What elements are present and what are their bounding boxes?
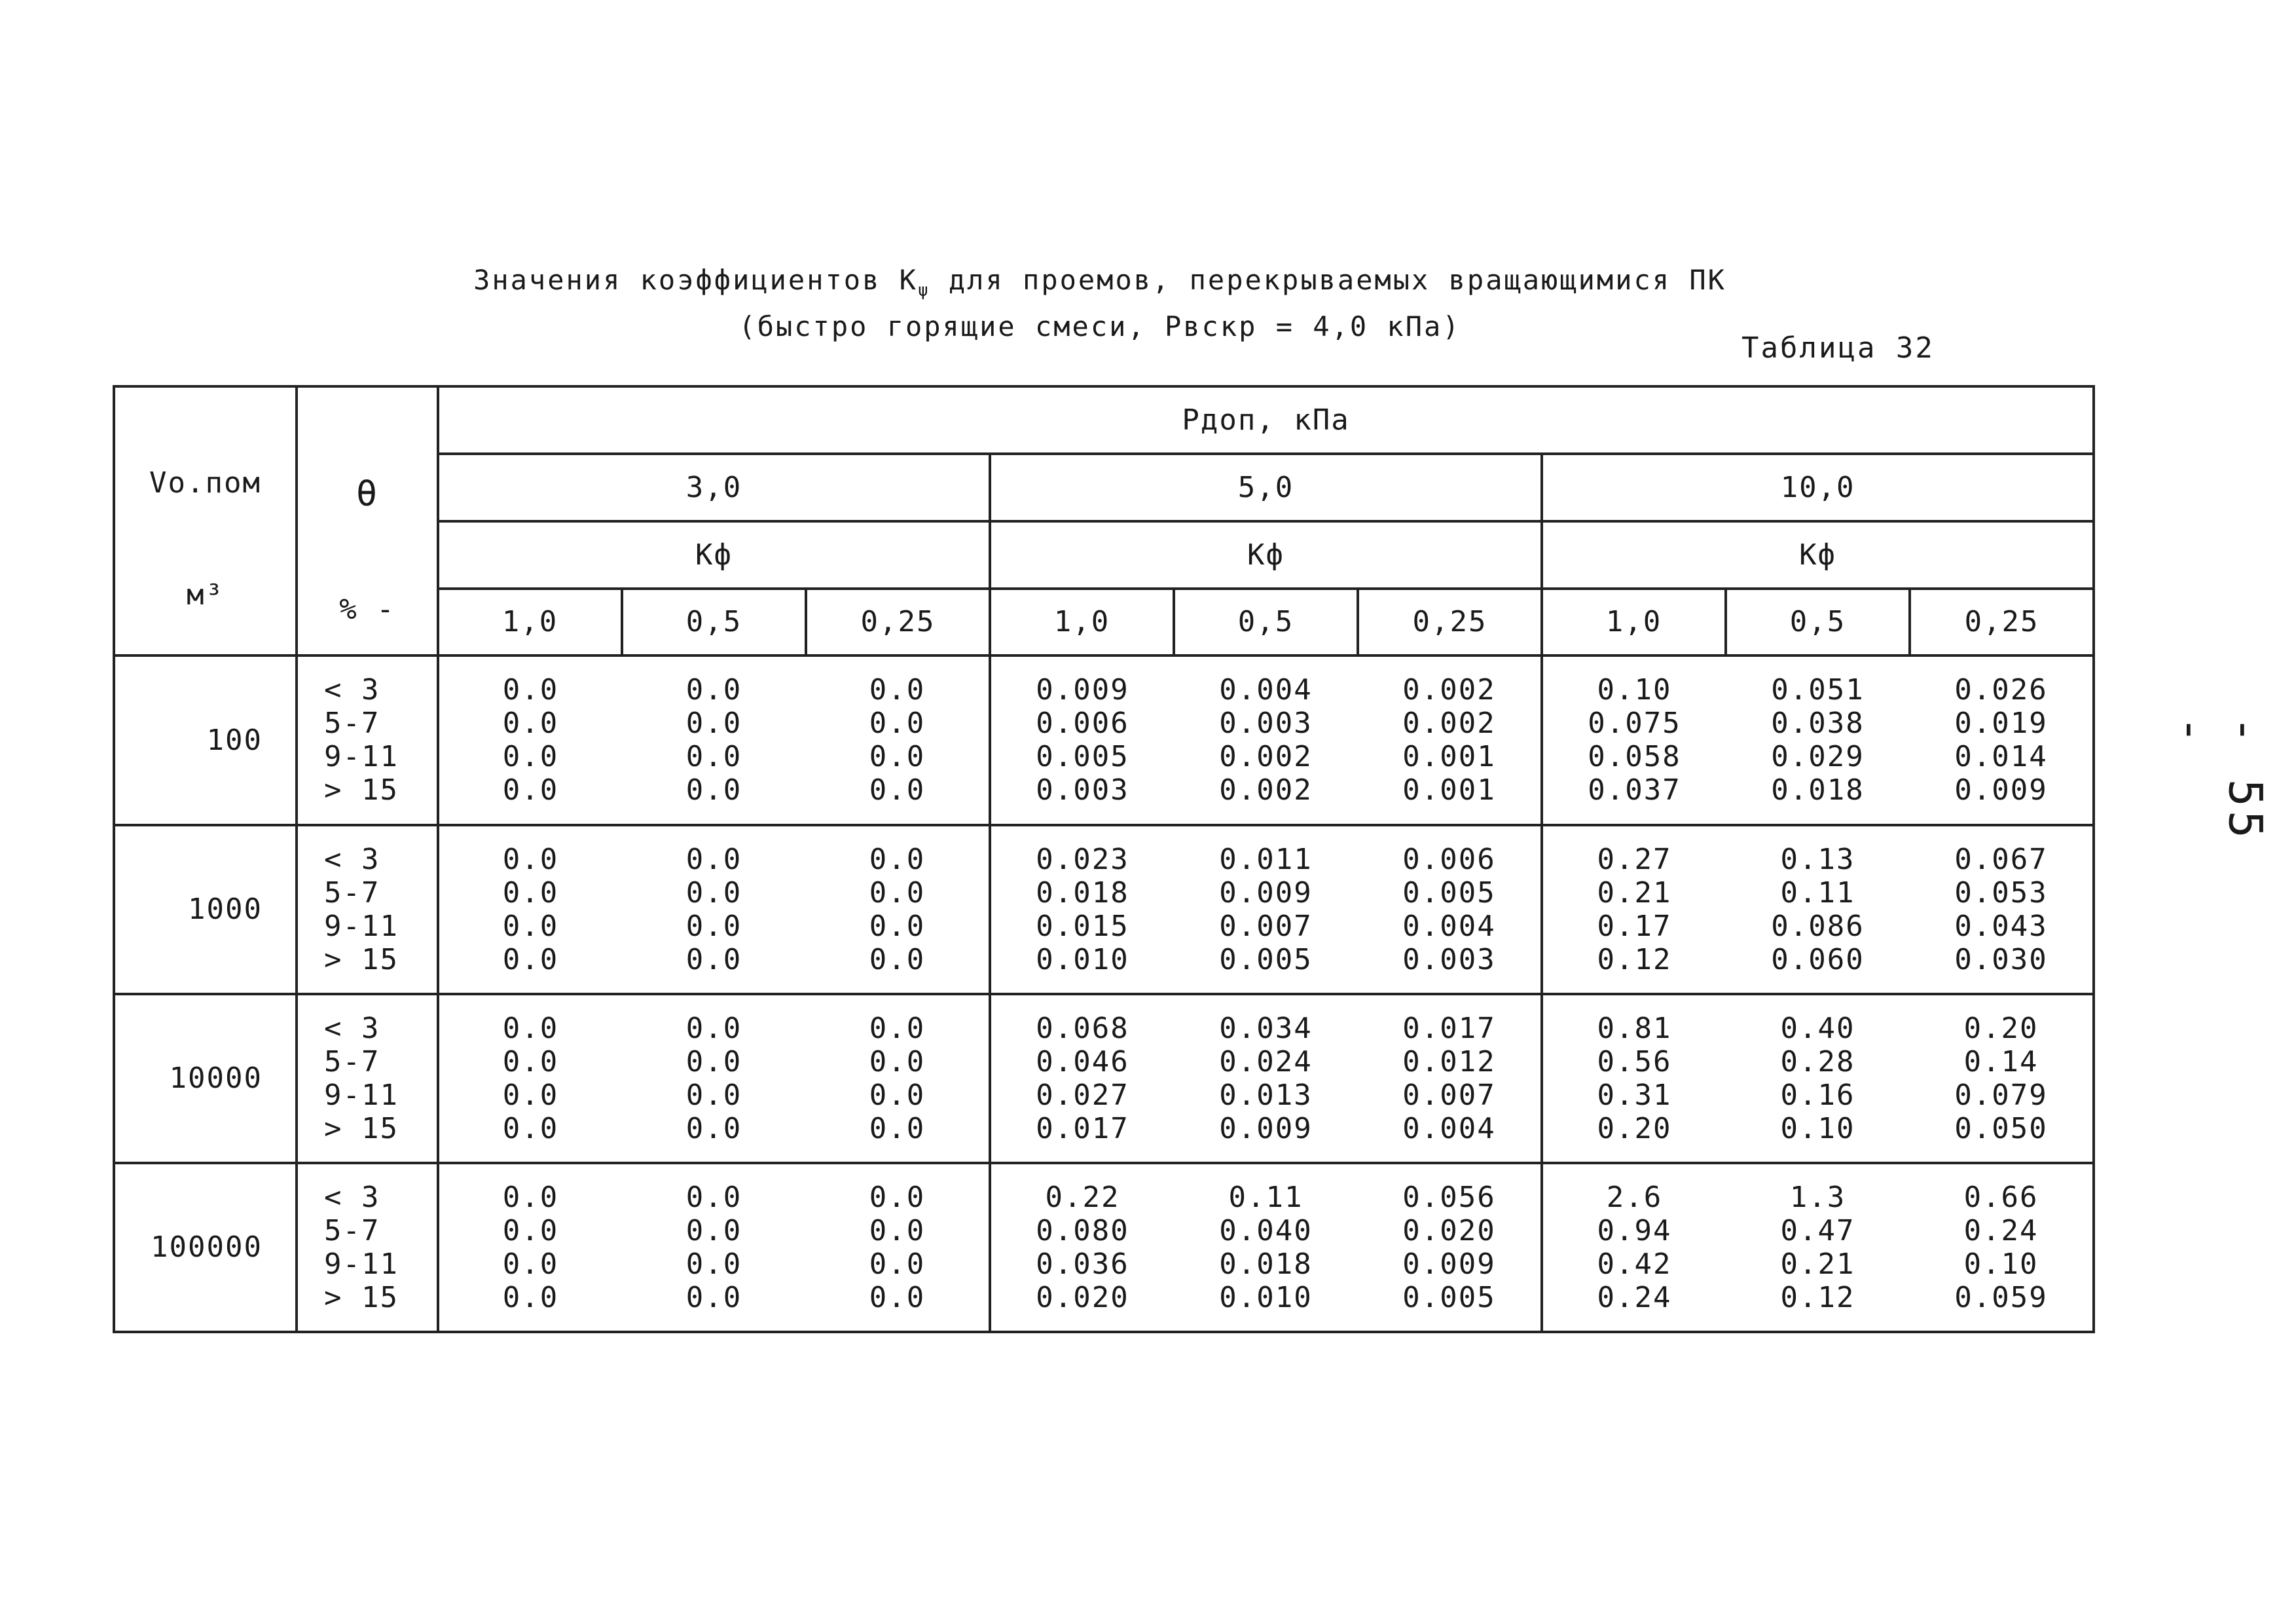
theta-value: 9-11	[324, 1247, 399, 1281]
coefficient-value: 0.0	[685, 942, 742, 976]
header-kval: 1,0	[1542, 589, 1726, 656]
value-cell	[438, 825, 622, 994]
coefficient-value: 0.12	[1597, 942, 1672, 976]
coefficient-value: 0.079	[1954, 1078, 2048, 1112]
coefficient-value: 0.0	[685, 773, 742, 807]
coefficients-table	[113, 385, 2095, 1333]
coefficient-value: 0.0	[685, 876, 742, 910]
coefficient-value: 0.004	[1402, 1111, 1496, 1145]
value-cell	[1358, 655, 1542, 824]
coefficient-value: 0.94	[1597, 1213, 1672, 1247]
theta-value: 9-11	[324, 1078, 399, 1112]
volume-label: Vo.пом	[149, 466, 261, 500]
coefficient-value: 0.051	[1771, 673, 1865, 707]
coefficient-value: 0.0	[502, 1011, 559, 1045]
coefficient-value: 0.043	[1954, 909, 2048, 943]
coefficient-value: 0.0	[502, 876, 559, 910]
coefficient-value: 0.027	[1036, 1078, 1129, 1112]
coefficient-value: 0.011	[1219, 842, 1313, 876]
coefficient-value: 0.0	[502, 773, 559, 807]
coefficient-value: 0.053	[1954, 876, 2048, 910]
title-line-2: (быстро горящие смеси, Pвскр = 4,0 кПа)	[738, 310, 1461, 343]
coefficient-value: 0.0	[869, 740, 926, 774]
coefficient-value: 0.0	[685, 1011, 742, 1045]
theta-cell	[297, 825, 438, 994]
value-cell	[1910, 655, 2094, 824]
value-cell	[1358, 825, 1542, 994]
coefficient-value: 0.017	[1036, 1111, 1129, 1145]
theta-value: 9-11	[324, 909, 399, 943]
value-cell	[622, 825, 806, 994]
coefficient-value: 0.075	[1588, 707, 1681, 741]
coefficient-value: 0.009	[1036, 673, 1129, 707]
theta-value: > 15	[324, 942, 399, 976]
value-cell	[990, 825, 1174, 994]
coefficient-value: 0.019	[1954, 707, 2048, 741]
theta-value: < 3	[324, 1011, 380, 1045]
coefficient-value: 0.037	[1588, 773, 1681, 807]
value-cell	[806, 655, 990, 824]
theta-value: > 15	[324, 1280, 399, 1314]
coefficient-value: 0.005	[1402, 876, 1496, 910]
theta-value: < 3	[324, 1180, 380, 1214]
coefficient-value: 0.059	[1954, 1280, 2048, 1314]
coefficient-value: 0.0	[685, 1111, 742, 1145]
coefficient-value: 0.056	[1402, 1180, 1496, 1214]
coefficient-value: 0.31	[1597, 1078, 1672, 1112]
coefficient-value: 0.067	[1954, 842, 2048, 876]
value-cell	[1726, 994, 1910, 1163]
coefficient-value: 0.040	[1219, 1213, 1313, 1247]
coefficient-value: 0.034	[1219, 1011, 1313, 1045]
coefficient-value: 0.026	[1954, 673, 2048, 707]
coefficient-value: 0.0	[502, 740, 559, 774]
coefficient-value: 0.47	[1780, 1213, 1855, 1247]
coefficient-value: 0.10	[1780, 1111, 1855, 1145]
coefficient-value: 0.068	[1036, 1011, 1129, 1045]
coefficient-value: 0.018	[1771, 773, 1865, 807]
coefficient-value: 0.024	[1219, 1044, 1313, 1079]
coefficient-value: 0.046	[1036, 1044, 1129, 1079]
coefficient-value: 0.0	[869, 1280, 926, 1314]
value-cell	[990, 994, 1174, 1163]
page-number: - 55 -	[2164, 716, 2272, 843]
coefficient-value: 0.0	[869, 1111, 926, 1145]
table-row	[114, 994, 2094, 1163]
coefficient-value: 0.0	[685, 842, 742, 876]
coefficient-value: 0.0	[502, 1078, 559, 1112]
coefficient-value: 0.050	[1954, 1111, 2048, 1145]
value-cell	[806, 1163, 990, 1332]
coefficient-value: 0.015	[1036, 909, 1129, 943]
coefficient-value: 0.56	[1597, 1044, 1672, 1079]
coefficient-value: 0.002	[1219, 740, 1313, 774]
coefficient-value: 0.003	[1219, 707, 1313, 741]
coefficient-value: 0.0	[502, 673, 559, 707]
coefficient-value: 0.11	[1780, 876, 1855, 910]
coefficient-value: 0.058	[1588, 740, 1681, 774]
coefficient-value: 0.0	[685, 1078, 742, 1112]
value-cell	[438, 994, 622, 1163]
coefficient-value: 0.002	[1219, 773, 1313, 807]
coefficient-value: 0.0	[502, 707, 559, 741]
coefficient-value: 0.023	[1036, 842, 1129, 876]
coefficient-value: 0.10	[1597, 673, 1672, 707]
coefficient-value: 0.005	[1219, 942, 1313, 976]
coefficient-value: 0.0	[502, 942, 559, 976]
coefficient-value: 0.009	[1954, 773, 2048, 807]
header-pressure-1: 3,0	[438, 454, 990, 521]
theta-value: > 15	[324, 1111, 399, 1145]
coefficient-value: 0.010	[1036, 942, 1129, 976]
coefficient-value: 0.080	[1036, 1213, 1129, 1247]
theta-unit: % -	[339, 593, 395, 626]
header-kval: 0,5	[1174, 589, 1358, 656]
coefficient-value: 0.030	[1954, 942, 2048, 976]
coefficient-value: 0.17	[1597, 909, 1672, 943]
coefficient-value: 0.006	[1402, 842, 1496, 876]
coefficient-value: 0.66	[1963, 1180, 2039, 1214]
theta-cell	[297, 1163, 438, 1332]
coefficient-value: 0.22	[1045, 1180, 1120, 1214]
coefficient-value: 0.20	[1597, 1111, 1672, 1145]
value-cell	[438, 1163, 622, 1332]
coefficient-value: 0.060	[1771, 942, 1865, 976]
coefficient-value: 0.21	[1780, 1247, 1855, 1281]
coefficient-value: 0.81	[1597, 1011, 1672, 1045]
coefficient-value: 0.0	[685, 673, 742, 707]
coefficient-value: 0.24	[1963, 1213, 2039, 1247]
coefficient-value: 0.001	[1402, 740, 1496, 774]
value-cell	[1358, 1163, 1542, 1332]
coefficient-value: 0.11	[1228, 1180, 1303, 1214]
value-cell	[1542, 1163, 1726, 1332]
coefficient-value: 0.0	[685, 1247, 742, 1281]
value-cell	[1542, 825, 1726, 994]
coefficient-value: 0.007	[1402, 1078, 1496, 1112]
coefficient-value: 0.038	[1771, 707, 1865, 741]
header-kval: 1,0	[990, 589, 1174, 656]
coefficient-value: 0.0	[869, 1180, 926, 1214]
coefficient-value: 0.005	[1402, 1280, 1496, 1314]
header-k-1: Кф	[438, 521, 990, 589]
value-cell	[1542, 994, 1726, 1163]
coefficient-value: 0.003	[1402, 942, 1496, 976]
coefficient-value: 0.27	[1597, 842, 1672, 876]
title-line-1: Значения коэффициентов $K_\psi$ для проемов, перекрываемых вращающимися ПК	[473, 264, 1726, 301]
value-cell	[1726, 825, 1910, 994]
coefficient-value: 0.017	[1402, 1011, 1496, 1045]
coefficient-value: 0.12	[1780, 1280, 1855, 1314]
value-cell	[1174, 1163, 1358, 1332]
value-cell	[438, 655, 622, 824]
coefficient-value: 0.0	[685, 1180, 742, 1214]
coefficient-value: 0.14	[1963, 1044, 2039, 1079]
coefficient-value: 0.0	[502, 842, 559, 876]
value-cell	[1726, 1163, 1910, 1332]
coefficient-value: 0.004	[1402, 909, 1496, 943]
coefficient-value: 0.0	[502, 1280, 559, 1314]
theta-value: 5-7	[324, 1044, 380, 1079]
coefficient-value: 0.0	[685, 1280, 742, 1314]
coefficient-value: 0.009	[1219, 876, 1313, 910]
volume-cell: 10000	[114, 994, 297, 1163]
coefficient-value: 0.0	[502, 909, 559, 943]
coefficient-value: 0.13	[1780, 842, 1855, 876]
value-cell	[1174, 655, 1358, 824]
volume-cell: 100	[114, 655, 297, 824]
coefficient-value: 0.0	[869, 707, 926, 741]
value-cell	[1358, 994, 1542, 1163]
value-cell	[1910, 825, 2094, 994]
coefficient-value: 0.007	[1219, 909, 1313, 943]
coefficient-value: 0.005	[1036, 740, 1129, 774]
coefficient-value: 0.0	[869, 942, 926, 976]
coefficient-value: 0.0	[869, 1078, 926, 1112]
coefficient-value: 0.036	[1036, 1247, 1129, 1281]
theta-label: θ	[355, 473, 379, 514]
coefficient-value: 0.0	[869, 1213, 926, 1247]
value-cell	[806, 994, 990, 1163]
table-title	[399, 262, 1800, 345]
volume-cell: 1000	[114, 825, 297, 994]
value-cell	[1910, 1163, 2094, 1332]
value-cell	[1174, 825, 1358, 994]
value-cell	[622, 994, 806, 1163]
table-row	[114, 825, 2094, 994]
coefficient-value: 0.018	[1036, 876, 1129, 910]
coefficient-value: 0.0	[502, 1180, 559, 1214]
coefficient-value: 0.24	[1597, 1280, 1672, 1314]
coefficient-value: 0.010	[1219, 1280, 1313, 1314]
value-cell	[990, 655, 1174, 824]
header-pdop: Рдоп, кПа	[438, 386, 2094, 454]
coefficient-value: 0.0	[869, 1044, 926, 1079]
theta-value: 5-7	[324, 707, 380, 741]
table-row	[114, 655, 2094, 824]
header-kval: 0,25	[1358, 589, 1542, 656]
coefficient-value: 0.0	[869, 673, 926, 707]
theta-value: > 15	[324, 773, 399, 807]
table-row	[114, 1163, 2094, 1332]
coefficient-value: 0.0	[869, 842, 926, 876]
coefficient-value: 0.10	[1963, 1247, 2039, 1281]
coefficient-value: 0.086	[1771, 909, 1865, 943]
table-number-label: Таблица 32	[1741, 331, 1935, 365]
coefficient-value: 0.0	[869, 1247, 926, 1281]
coefficient-value: 0.0	[502, 1213, 559, 1247]
header-kval: 0,25	[1910, 589, 2094, 656]
value-cell	[1910, 994, 2094, 1163]
coefficient-value: 0.029	[1771, 740, 1865, 774]
coefficient-value: 0.0	[502, 1044, 559, 1079]
theta-value: 9-11	[324, 740, 399, 774]
coefficient-value: 0.0	[502, 1111, 559, 1145]
coefficient-value: 0.21	[1597, 876, 1672, 910]
volume-unit: м³	[187, 578, 224, 612]
value-cell	[806, 825, 990, 994]
theta-value: < 3	[324, 842, 380, 876]
header-kval: 0,5	[622, 589, 806, 656]
coefficient-value: 0.0	[869, 909, 926, 943]
coefficient-value: 0.0	[685, 1044, 742, 1079]
coefficient-value: 0.28	[1780, 1044, 1855, 1079]
header-kval: 1,0	[438, 589, 622, 656]
coefficient-value: 0.0	[685, 909, 742, 943]
header-pressure-3: 10,0	[1542, 454, 2094, 521]
coefficient-value: 0.0	[685, 707, 742, 741]
header-kval: 0,5	[1726, 589, 1910, 656]
coefficient-value: 1.3	[1789, 1180, 1846, 1214]
value-cell	[1542, 655, 1726, 824]
coefficient-value: 0.20	[1963, 1011, 2039, 1045]
coefficient-value: 0.003	[1036, 773, 1129, 807]
header-k-3: Кф	[1542, 521, 2094, 589]
header-kval: 0,25	[806, 589, 990, 656]
coefficient-value: 0.012	[1402, 1044, 1496, 1079]
coefficient-value: 0.0	[869, 773, 926, 807]
volume-cell: 100000	[114, 1163, 297, 1332]
coefficient-value: 0.0	[869, 876, 926, 910]
coefficient-value: 0.002	[1402, 707, 1496, 741]
value-cell	[1174, 994, 1358, 1163]
coefficient-value: 0.014	[1954, 740, 2048, 774]
coefficient-value: 0.006	[1036, 707, 1129, 741]
value-cell	[622, 1163, 806, 1332]
value-cell	[1726, 655, 1910, 824]
coefficient-value: 0.020	[1036, 1280, 1129, 1314]
coefficient-value: 0.018	[1219, 1247, 1313, 1281]
coefficient-value: 0.0	[869, 1011, 926, 1045]
theta-cell	[297, 994, 438, 1163]
coefficient-value: 0.42	[1597, 1247, 1672, 1281]
coefficient-value: 0.002	[1402, 673, 1496, 707]
coefficient-value: 0.013	[1219, 1078, 1313, 1112]
coefficient-value: 0.16	[1780, 1078, 1855, 1112]
header-theta	[297, 386, 438, 655]
coefficient-value: 0.40	[1780, 1011, 1855, 1045]
coefficient-value: 0.009	[1402, 1247, 1496, 1281]
coefficient-value: 0.0	[685, 740, 742, 774]
value-cell	[622, 655, 806, 824]
theta-value: 5-7	[324, 876, 380, 910]
coefficient-value: 0.020	[1402, 1213, 1496, 1247]
coefficient-value: 0.009	[1219, 1111, 1313, 1145]
coefficient-value: 2.6	[1606, 1180, 1663, 1214]
header-pressure-2: 5,0	[990, 454, 1542, 521]
coefficient-value: 0.0	[685, 1213, 742, 1247]
header-volume	[114, 386, 297, 655]
coefficient-value: 0.0	[502, 1247, 559, 1281]
theta-cell	[297, 655, 438, 824]
header-k-2: Кф	[990, 521, 1542, 589]
theta-value: 5-7	[324, 1213, 380, 1247]
coefficient-value: 0.001	[1402, 773, 1496, 807]
coefficient-value: 0.004	[1219, 673, 1313, 707]
value-cell	[990, 1163, 1174, 1332]
theta-value: < 3	[324, 673, 380, 707]
k-psi-symbol: $K_\psi$	[899, 264, 930, 301]
